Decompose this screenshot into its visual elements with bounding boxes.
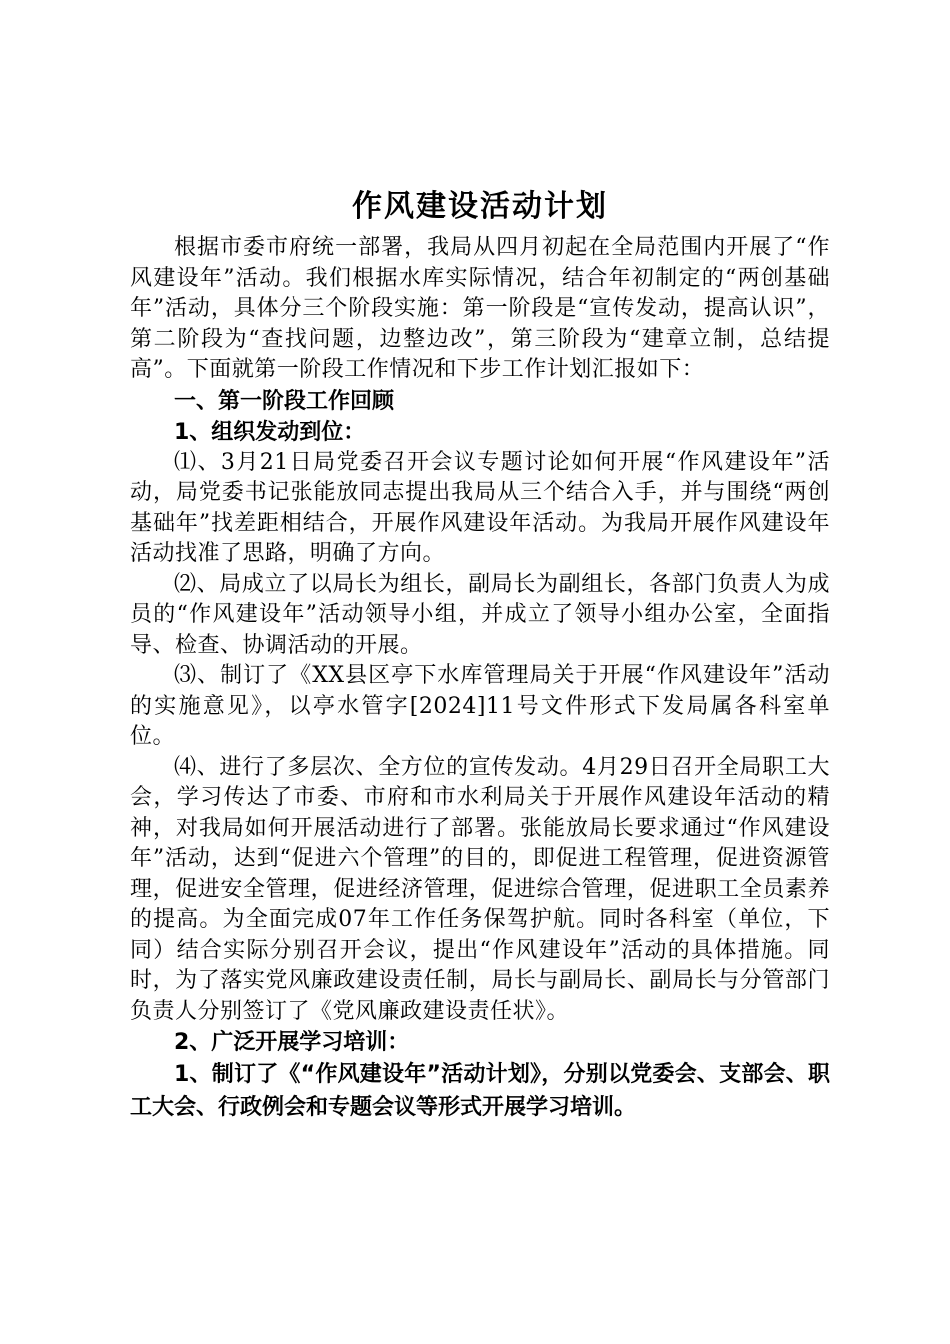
document-title: 作风建设活动计划 <box>352 189 608 224</box>
paragraph-item-3: ⑶、制订了《XX县区亭下水库管理局关于开展“作风建设年”活动的实施意见》，以亭水管字[2024]11号文件形式下发局属各科室单位。 <box>130 663 830 749</box>
paragraph-item-4: ⑷、进行了多层次、全方位的宣传发动。4月29日召开全局职工大会，学习传达了市委、市府和市水利局关于开展作风建设年活动的精神，对我局如何开展活动进行了部署。张能放局长要求通过“作风建设年”活动，达到“促进六个管理”的目的，即促进工程管理，促进资源管理，促进安全管理，促进经济管理，促进综合管理，促进职工全员素养的提高。为全面完成07年工作任务保驾护航。同时各科室（单位，下同）结合实际分别召开会议，提出“作风建设年”活动的具体措施。同时，为了落实党风廉政建设责任制，局长与副局长、副局长与分管部门负责人分别签订了《党风廉政建设责任状》。 <box>130 754 830 1024</box>
paragraph-item-1: ⑴、3月21日局党委召开会议专题讨论如何开展“作风建设年”活动，局党委书记张能放同志提出我局从三个结合入手，并与围绕“两创基础年”找差距相结合，开展作风建设年活动。为我局开展作风建设年活动找准了思路，明确了方向。 <box>130 449 830 566</box>
subheading-training: 2、广泛开展学习培训： <box>174 1030 410 1055</box>
section-heading-review: 一、第一阶段工作回顾 <box>174 388 395 414</box>
subheading-organization: 1、组织发动到位： <box>174 419 366 445</box>
document-body <box>130 187 830 1124</box>
intro-paragraph: 根据市委市府统一部署，我局从四月初起在全局范围内开展了“作风建设年”活动。我们根据水库实际情况，结合年初制定的“两创基础年”活动，具体分三个阶段实施：第一阶段是“宣传发动，提高认识”，第二阶段为“查找问题，边整边改”，第三阶段为“建章立制，总结提高”。下面就第一阶段工作情况和下步工作计划汇报如下： <box>130 235 830 382</box>
paragraph-training-1: 1、制订了《“作风建设年”活动计划》，分别以党委会、支部会、职工大会、行政例会和专题会议等形式开展学习培训。 <box>130 1062 830 1120</box>
paragraph-item-2: ⑵、局成立了以局长为组长，副局长为副组长，各部门负责人为成员的“作风建设年”活动领导小组，并成立了领导小组办公室，全面指导、检查、协调活动的开展。 <box>130 571 830 658</box>
